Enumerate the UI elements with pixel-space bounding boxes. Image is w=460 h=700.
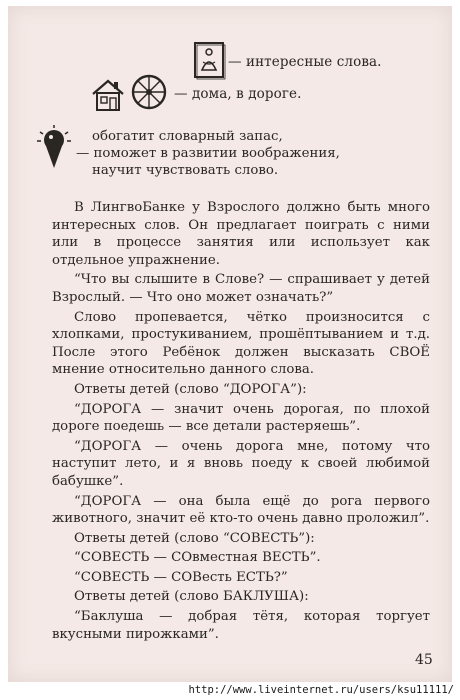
paragraph: “ДОРОГА — очень дорога мне, потому что наступит лето, и я вновь поеду к своей любимой бабушке”.	[52, 438, 430, 489]
wheel-icon	[128, 72, 170, 116]
benefit-line: — поможет в развитии воображения,	[76, 146, 340, 161]
paragraph: “СОВЕСТЬ — СОВесть ЕСТЬ?”	[74, 569, 288, 585]
paragraph: “ДОРОГА — значит очень дорогая, по плохой дороге поедешь — все детали растеряешь”.	[52, 401, 430, 435]
idea-lightbulb-icon	[34, 124, 74, 178]
benefit-line: научит чувствовать слово.	[92, 163, 279, 178]
page-number: 45	[415, 652, 433, 668]
paragraph: “Баклуша — добрая тётя, которая торгует вкусными пирожками”.	[52, 609, 430, 642]
paragraph: Ответы детей (слово “СОВЕСТЬ”):	[74, 530, 315, 546]
benefit-line: обогатит словарный запас,	[92, 129, 283, 144]
paragraph: “СОВЕСТЬ — СОвместная ВЕСТЬ”.	[74, 550, 321, 566]
paragraph: “ДОРОГА — она была ещё до рога первого животного, значит её кто-то очень давно проложил”.	[52, 493, 430, 527]
footer-url-link[interactable]: http://www.liveinternet.ru/users/ksu11111/	[188, 684, 454, 696]
paragraph: В ЛингвоБанке у Взрослого должно быть много интересных слов. Он предлагает поиграть с ними или в процессе занятия или использует как отдельное упражнение.	[52, 200, 430, 268]
paragraph: Ответы детей (слово БАКЛУША):	[74, 589, 309, 605]
benefits-list	[76, 128, 340, 179]
legend-home-road	[90, 72, 302, 116]
paragraph: Ответы детей (слово “ДОРОГА”):	[74, 381, 307, 397]
paragraph: Слово пропевается, чётко произносится с хлопками, простукиванием, прошёптыванием и т.д. После этого Ребёнок должен высказать СВОЁ мнение относительно данного слова.	[52, 309, 430, 378]
body-text	[52, 199, 430, 645]
book-page	[8, 6, 452, 682]
legend-home-road-text: — дома, в дороге.	[174, 86, 302, 102]
paragraph: “Что вы слышите в Слове? — спрашивает у детей Взрослый. — Что оно может означать?”	[52, 272, 430, 305]
house-icon	[90, 78, 126, 116]
legend-interesting-words-text: — интересные слова.	[228, 54, 382, 70]
